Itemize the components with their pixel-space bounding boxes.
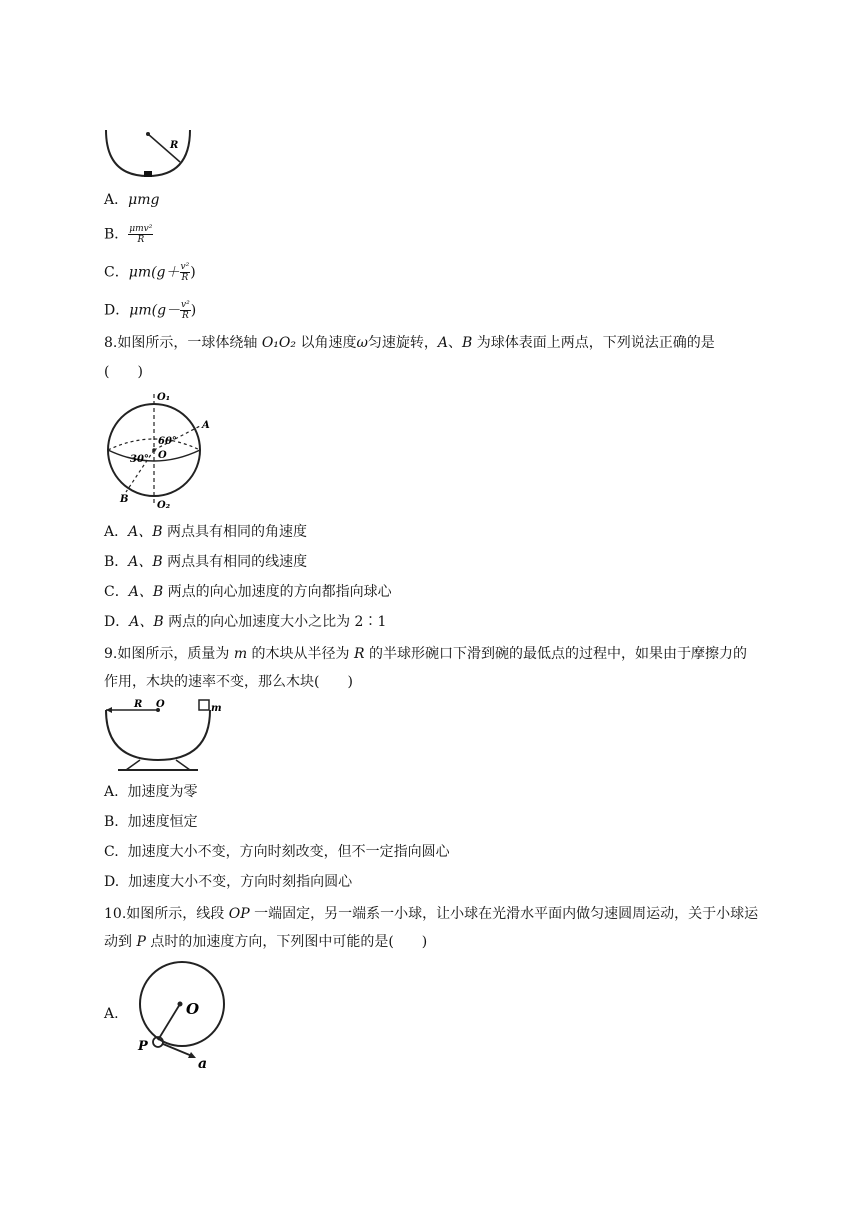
q8-o1-label: O₁ bbox=[157, 392, 171, 403]
q8-bracket: ( ) bbox=[104, 364, 143, 380]
q7-option-b: B． $\frac{\text{μmv²}}{R}$ bbox=[104, 224, 153, 245]
q9-option-b: B. 加速度恒定 bbox=[104, 814, 198, 830]
q9-stem: 9.如图所示，质量为 m 的木块从半径为 R 的半球形碗口下滑到碗的最低点的过程中，如果由于摩擦力的作用，木块的速率不变，那么木块( ) bbox=[104, 646, 747, 690]
q8-option-d: D．A、B 两点的向心加速度大小之比为 2∶1 bbox=[104, 614, 387, 630]
q9-option-d: D. 加速度大小不变，方向时刻指向圆心 bbox=[104, 874, 353, 890]
q8-o2-label: O₂ bbox=[157, 500, 171, 510]
q9-r-label: R bbox=[134, 699, 143, 710]
q7-option-d: D．μm(g－ $\frac{\text{v²}}{R}$ ) bbox=[104, 300, 197, 321]
q7-option-c: C．μm(g＋ $\frac{\text{v²}}{R}$ ) bbox=[104, 262, 196, 283]
q8-option-b: B．A、B 两点具有相同的线速度 bbox=[104, 554, 308, 570]
q9-bowl-figure bbox=[100, 698, 230, 774]
q8-stem: 8.如图所示，一球体绕轴 O₁O₂ 以角速度ω匀速旋转，A、B 为球体表面上两点，下列说法正确的是 bbox=[104, 335, 715, 351]
q7-bowl-figure bbox=[100, 128, 200, 180]
q10-stem: 10.如图所示，线段 OP 一端固定，另一端系一小球，让小球在光滑水平面内做匀速圆周运动，关于小球运动到 P 点时的加速度方向，下列图中可能的是( ) bbox=[104, 906, 759, 950]
q10-option-a-letter: A. bbox=[104, 1006, 119, 1022]
q7-option-a: A．μmg bbox=[104, 192, 160, 208]
q10-option-a-figure bbox=[128, 956, 238, 1074]
q8-o-label: O bbox=[158, 450, 167, 461]
q10-o-label: O bbox=[186, 1000, 200, 1018]
q10-a-label: a bbox=[198, 1056, 208, 1072]
q8-angle30: 30° bbox=[130, 454, 149, 465]
q8-option-c: C．A、B 两点的向心加速度的方向都指向球心 bbox=[104, 584, 392, 600]
q8-option-a: A．A、B 两点具有相同的角速度 bbox=[104, 524, 307, 540]
q8-b-label: B bbox=[120, 494, 129, 505]
q7-radius-label: R bbox=[170, 140, 179, 151]
q8-angle60: 60° bbox=[158, 436, 177, 447]
q8-sphere-figure bbox=[102, 388, 214, 510]
q9-option-a: A. 加速度为零 bbox=[104, 784, 198, 800]
q9-option-c: C. 加速度大小不变，方向时刻改变，但不一定指向圆心 bbox=[104, 844, 450, 860]
q8-a-label: A bbox=[202, 420, 210, 431]
q10-p-label: P bbox=[138, 1039, 148, 1054]
q9-m-label: m bbox=[211, 703, 222, 714]
q9-o-label: O bbox=[156, 699, 165, 710]
